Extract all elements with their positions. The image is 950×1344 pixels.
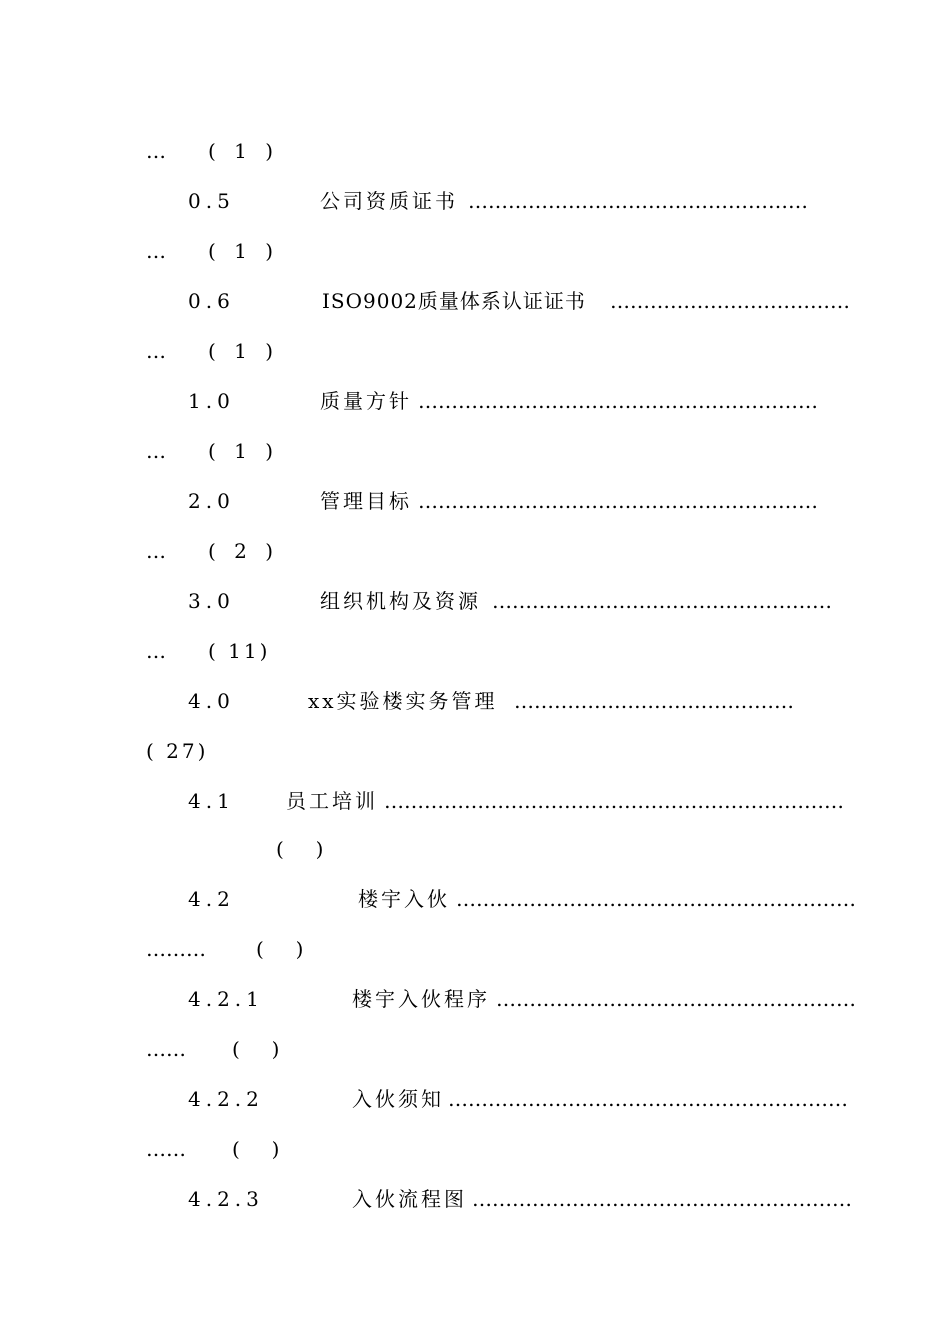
toc-leader-dots: ……………………………………	[514, 689, 794, 713]
toc-entry-title: 组织机构及资源	[320, 589, 481, 613]
toc-leader-dots: ……………………………………………………	[418, 389, 818, 413]
toc-page-number: ( 11)	[208, 639, 271, 663]
toc-page-number: ( 1 )	[208, 239, 280, 263]
toc-leader-dots: ……………………………………………………………	[384, 789, 844, 813]
toc-entry-title: 入伙流程图	[352, 1187, 467, 1211]
toc-continuation-dots: ……	[146, 1137, 186, 1161]
toc-leader-dots: ……………………………………………………	[456, 887, 856, 911]
toc-page-number: ( )	[232, 1137, 280, 1161]
toc-page-number: ( )	[256, 937, 304, 961]
toc-entry-number: 4.2.1	[188, 987, 264, 1011]
toc-entry-title: 管理目标	[320, 489, 412, 513]
toc-page-number: ( )	[232, 1037, 280, 1061]
toc-page-number: ( 1 )	[208, 139, 280, 163]
toc-entry-title: 楼宇入伙程序	[352, 987, 490, 1011]
toc-page-number: ( 27)	[146, 739, 209, 763]
toc-page-number: ( 1 )	[208, 439, 280, 463]
toc-leader-dots: ……………………………………………	[468, 189, 808, 213]
toc-entry-number: 4.2	[188, 887, 235, 911]
toc-leader-dots: ………………………………	[610, 289, 850, 313]
toc-page-number: ( )	[276, 837, 324, 861]
toc-entry-title: 楼宇入伙	[358, 887, 450, 911]
toc-continuation-dots: …	[146, 239, 166, 263]
toc-entry-number: 1.0	[188, 389, 235, 413]
toc-continuation-dots: …	[146, 639, 166, 663]
toc-entry-number: 4.2.2	[188, 1087, 264, 1111]
toc-entry-title: ISO9002质量体系认证证书	[322, 289, 586, 313]
toc-continuation-dots: …	[146, 439, 166, 463]
toc-continuation	[146, 136, 166, 166]
toc-leader-dots: ………………………………………………	[496, 987, 856, 1011]
toc-continuation-dots: ……	[146, 1037, 186, 1061]
toc-entry-title: 质量方针	[320, 389, 412, 413]
toc-entry-number: 0.5	[188, 189, 235, 213]
toc-entry-number: 4.1	[188, 789, 235, 813]
toc-page-number: ( 1 )	[208, 339, 280, 363]
toc-continuation-dots: ………	[146, 937, 206, 961]
toc-entry-number: 2.0	[188, 489, 235, 513]
toc-page-number: ( 2 )	[208, 539, 280, 563]
toc-entry-title: 入伙须知	[352, 1087, 444, 1111]
toc-entry-number: 4.2.3	[188, 1187, 264, 1211]
toc-entry-title: xx实验楼实务管理	[308, 689, 498, 713]
toc-continuation-dots: …	[146, 539, 166, 563]
toc-entry-title: 公司资质证书	[320, 189, 458, 213]
toc-leader-dots: ……………………………………………………	[448, 1087, 848, 1111]
toc-leader-dots: …………………………………………………	[472, 1187, 852, 1211]
toc-entry-title: 员工培训	[286, 789, 378, 813]
toc-leader-dots: …	[146, 139, 166, 163]
toc-leader-dots: ……………………………………………………	[418, 489, 818, 513]
toc-leader-dots: ……………………………………………	[492, 589, 832, 613]
toc-entry-number: 4.0	[188, 689, 235, 713]
toc-continuation-dots: …	[146, 339, 166, 363]
toc-entry-number: 0.6	[188, 289, 235, 313]
toc-entry-number: 3.0	[188, 589, 235, 613]
